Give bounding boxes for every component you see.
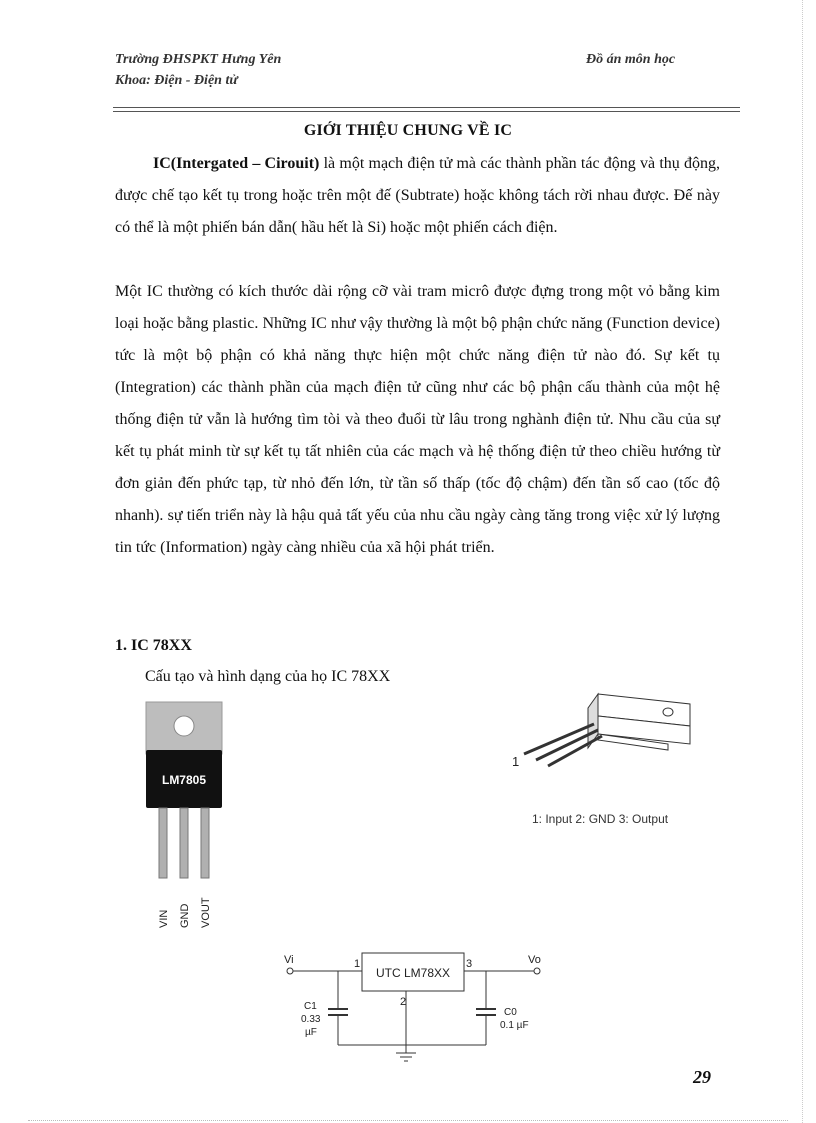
c1-unit: µF xyxy=(305,1027,317,1038)
header-project: Đồ án môn học xyxy=(586,52,676,67)
circuit-pin1: 1 xyxy=(354,958,361,970)
lm7805-photo xyxy=(138,700,230,935)
header-faculty: Khoa: Điện - Điện tử xyxy=(115,73,238,88)
package-pin-number: 1 xyxy=(512,754,520,769)
page-title: GIỚI THIỆU CHUNG VỀ IC xyxy=(303,122,513,139)
header-school: Trường ĐHSPKT Hưng Yên xyxy=(115,52,282,67)
pin-vin: VIN xyxy=(158,909,170,928)
regulator-circuit xyxy=(276,945,546,1070)
c0-value: 0.1 µF xyxy=(500,1020,529,1031)
header-rule-top xyxy=(113,107,740,108)
intro-text: là một mạch điện tử mà các thành phần tác động và thụ động, được chế tạo kết tụ trong hoặc trên một đế (Subtrate) hoặc không tách rời nhau được. Đế này có thể là một phiến bán dẫn( hầu hết là Si) hoặc một phiến cách điện. xyxy=(115,155,721,236)
margin-dotted-line xyxy=(802,0,803,1123)
header-rule-bottom xyxy=(113,111,740,112)
section-caption: Cấu tạo và hình dạng của họ IC 78XX xyxy=(145,668,391,685)
pin-gnd: GND xyxy=(179,903,191,928)
circuit-vout: Vo xyxy=(528,954,541,966)
intro-term: IC(Intergated – Cirouit) xyxy=(153,155,320,172)
to220-drawing xyxy=(508,688,704,784)
circuit-ic-label: UTC LM78XX xyxy=(375,966,451,980)
pin-legend: 1: Input 2: GND 3: Output xyxy=(532,812,669,826)
c1-name: C1 xyxy=(304,1001,317,1012)
c1-value: 0.33 xyxy=(301,1014,321,1025)
circuit-pin3: 3 xyxy=(466,958,473,970)
body-paragraph: Một IC thường có kích thước dài rộng cỡ vài tram micrô được đựng trong một vỏ bằng kim loại hoặc bằng plastic. Những IC như vậy thường là một bộ phận chức năng (Function device) tức là một bộ phận có khả năng thực hiện một chức năng điện tử nào đó. Sự kết tụ (Integration) các thành phần của mạch điện tử cũng như các bộ phận cấu thành của một hệ thống điện tử vẫn là hướng tìm tòi và theo đuổi từ lâu trong nghành điện tử. Nhu cầu của sự kết tụ phát minh từ sự kết tụ tất nhiên của các mạch và hệ thống điện tử theo chiều hướng từ đơn giản đến phức tạp, từ nhỏ đến lớn, từ tần số thấp (tốc độ chậm) đến tần số cao (tốc độ nhanh). sự tiến triển này là hậu quả tất yếu của nhu cầu ngày càng tăng trong việc xử lý lượng tin tức (Information) ngày càng nhiều của xã hội phát triển. xyxy=(115,283,720,556)
circuit-pin2: 2 xyxy=(400,996,407,1008)
footer-dotted-line xyxy=(28,1120,788,1121)
intro-paragraph xyxy=(115,148,720,244)
circuit-vin: Vi xyxy=(284,954,294,966)
page-number: 29 xyxy=(693,1067,711,1087)
c0-name: C0 xyxy=(504,1007,517,1018)
pin-vout: VOUT xyxy=(200,897,212,928)
chip-label: LM7805 xyxy=(161,773,207,787)
section-heading: 1. IC 78XX xyxy=(115,637,192,654)
